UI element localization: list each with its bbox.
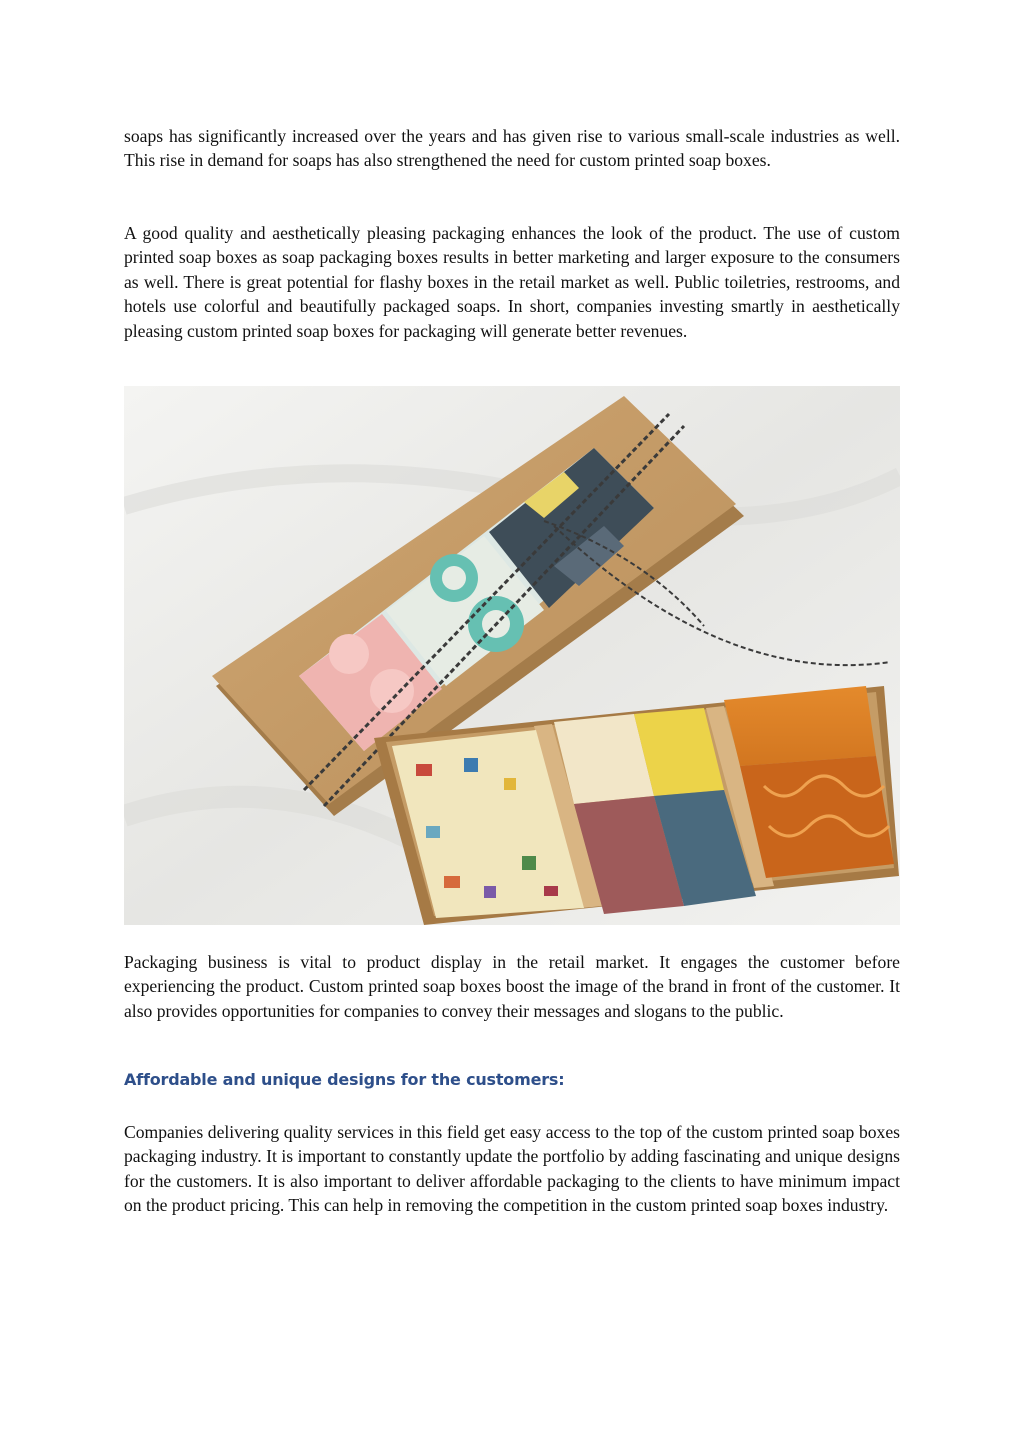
packaging-paragraph: A good quality and aesthetically pleasing packaging enhances the look of the product. The use of custom printed soap boxes as soap packaging boxes results in better marketing and larger exposure to the consumers as well. There is great potential for flashy boxes in the retail market as well. Public toiletries, restrooms, and hotels use colorful and beautifully packaged soaps. In short, companies investing smartly in aesthetically pleasing custom printed soap boxes for packaging will generate better revenues. [124,223,900,341]
business-paragraph: Packaging business is vital to product display in the retail market. It engages the customer before experiencing the product. Custom printed soap boxes boost the image of the brand in front of the customer. It also provides opportunities for companies to convey their messages and slogans to the public. [124,952,900,1021]
soap-boxes-photo [124,386,900,925]
section-heading: Affordable and unique designs for the customers: [124,1070,565,1089]
companies-paragraph: Companies delivering quality services in this field get easy access to the top of the custom printed soap boxes packaging industry. It is important to constantly update the portfolio by adding fascinating and unique designs for the customers. It is also important to deliver affordable packaging to the clients to have minimum impact on the product pricing. This can help in removing the competition in the custom printed soap boxes industry. [124,1122,900,1216]
intro-paragraph: soaps has significantly increased over the years and has given rise to various small-scale industries as well. This rise in demand for soaps has also strengthened the need for custom printed soap boxes. [124,126,900,171]
